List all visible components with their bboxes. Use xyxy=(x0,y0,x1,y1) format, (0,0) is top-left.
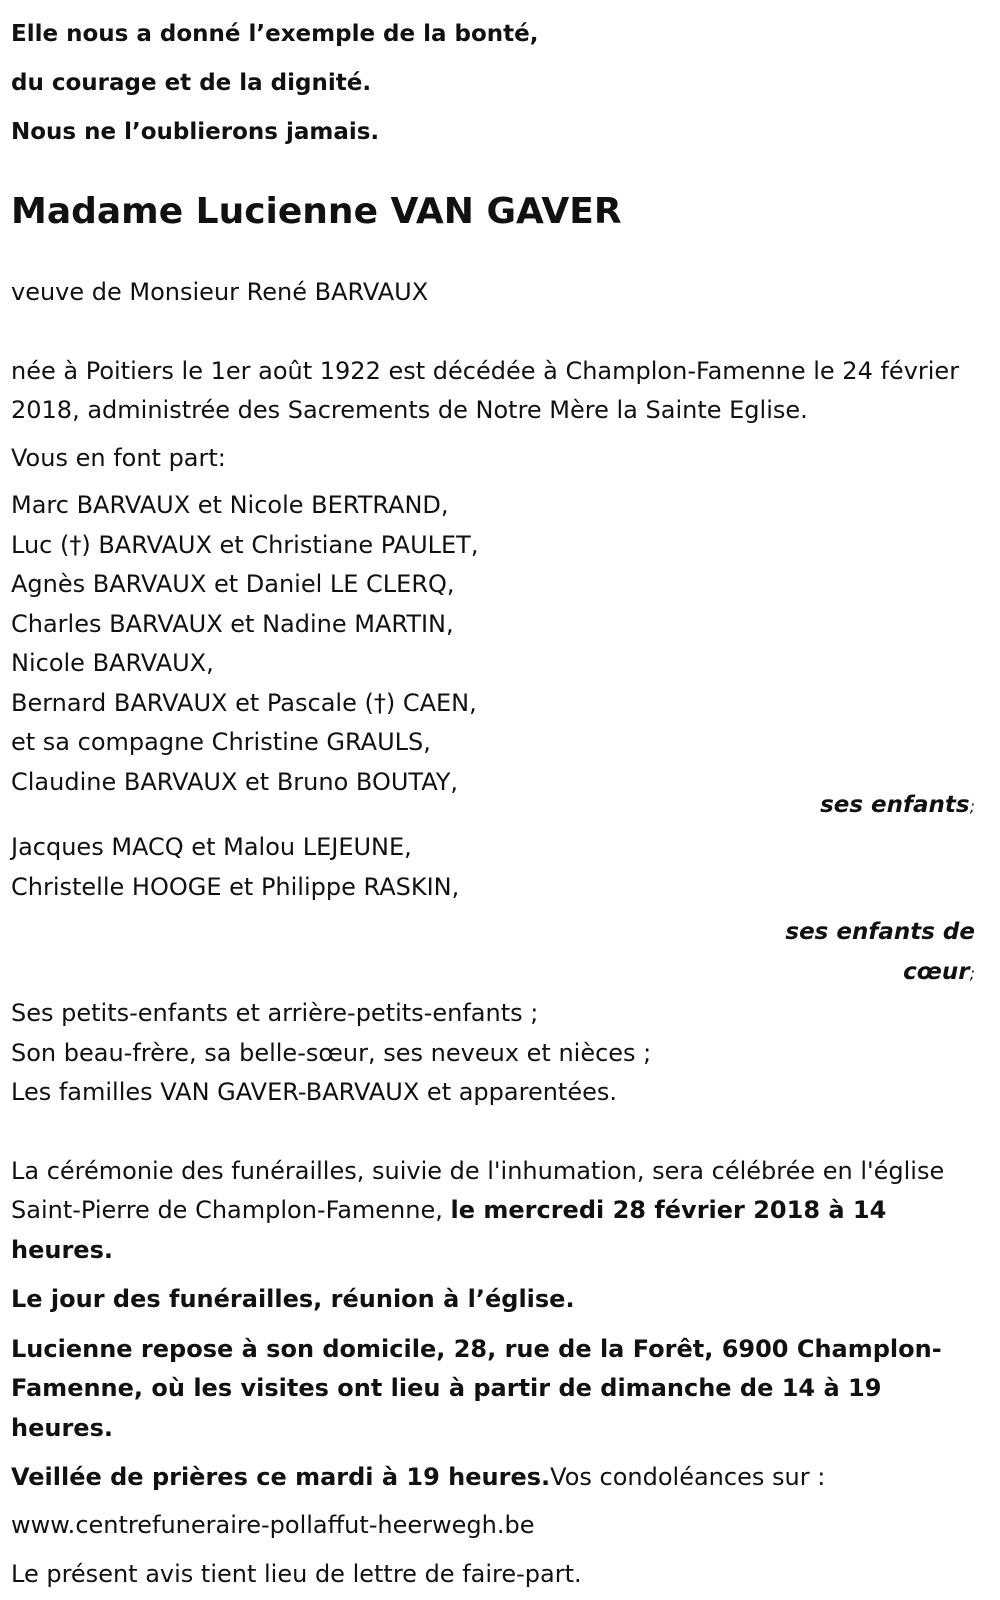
gathering-text: Le jour des funérailles, réunion à l’église. xyxy=(11,1285,575,1313)
website-link[interactable]: www.centrefuneraire-pollaffut-heerwegh.be xyxy=(11,1510,535,1539)
family-line: Charles BARVAUX et Nadine MARTIN, xyxy=(11,609,454,638)
relatives-line: Les familles VAN GAVER-BARVAUX et apparentées. xyxy=(11,1078,617,1106)
vigil-text xyxy=(11,1458,975,1498)
vigil-time: Veillée de prières ce mardi à 19 heures. xyxy=(11,1463,551,1491)
relatives-line: Son beau-frère, sa belle-sœur, ses neveux et nièces ; xyxy=(11,1038,652,1067)
motto-line: Elle nous a donné l’exemple de la bonté, xyxy=(11,21,539,47)
ceremony-text xyxy=(11,1152,975,1271)
family-line: et sa compagne Christine GRAULS, xyxy=(11,728,431,756)
family-line: Bernard BARVAUX et Pascale (†) CAEN, xyxy=(11,688,477,717)
hearts-list xyxy=(11,828,975,907)
children-role-label: ses enfants xyxy=(820,792,970,818)
role-separator: ; xyxy=(969,964,975,983)
family-line: Marc BARVAUX et Nicole BERTRAND, xyxy=(11,491,449,519)
hearts-role xyxy=(11,912,975,952)
birth-death-text: née à Poitiers le 1er août 1922 est décédée à Champlon-Famenne le 24 février 2018, administrée des Sacrements de Notre Mère la Sainte Eglise. xyxy=(11,356,960,424)
hearts-role-line2: cœur xyxy=(903,959,970,985)
ceremony-date: le mercredi 28 février 2018 à 14 heures. xyxy=(11,1196,887,1264)
hearts-role-line1: ses enfants de xyxy=(785,919,975,945)
family-line: Luc (†) BARVAUX et Christiane PAULET, xyxy=(11,530,479,559)
role-separator: ; xyxy=(969,797,975,816)
family-line: Nicole BARVAUX, xyxy=(11,649,214,677)
relatives-line: Ses petits-enfants et arrière-petits-enfants ; xyxy=(11,999,539,1027)
family-line: Claudine BARVAUX et Bruno BOUTAY, xyxy=(11,767,459,796)
family-line: Jacques MACQ et Malou LEJEUNE, xyxy=(11,833,412,861)
deceased-name: Madame Lucienne VAN GAVER xyxy=(11,191,622,232)
family-line: Agnès BARVAUX et Daniel LE CLERQ, xyxy=(11,570,455,598)
children-list xyxy=(11,486,975,802)
other-relatives xyxy=(11,994,975,1113)
announce-label: Vous en font part: xyxy=(11,443,226,472)
motto xyxy=(11,10,975,157)
family-line: Christelle HOOGE et Philippe RASKIN, xyxy=(11,872,460,901)
ceremony-location: La cérémonie des funérailles, suivie de l'inhumation, sera célébrée en l'église Saint-Pierre de Champlon-Famenne, xyxy=(11,1156,945,1224)
widow-of: veuve de Monsieur René BARVAUX xyxy=(11,278,429,306)
notice-text: Le présent avis tient lieu de lettre de faire-part. xyxy=(11,1560,582,1588)
obituary-notice xyxy=(11,10,975,1595)
condolences-label: Vos condoléances sur : xyxy=(550,1463,826,1491)
motto-line: Nous ne l’oublierons jamais. xyxy=(11,119,380,145)
hearts-role-continued xyxy=(11,952,975,994)
visit-text: Lucienne repose à son domicile, 28, rue de la Forêt, 6900 Champlon-Famenne, où les visites ont lieu à partir de dimanche de 14 à 19 heures. xyxy=(11,1334,942,1442)
motto-line: du courage et de la dignité. xyxy=(11,70,372,96)
